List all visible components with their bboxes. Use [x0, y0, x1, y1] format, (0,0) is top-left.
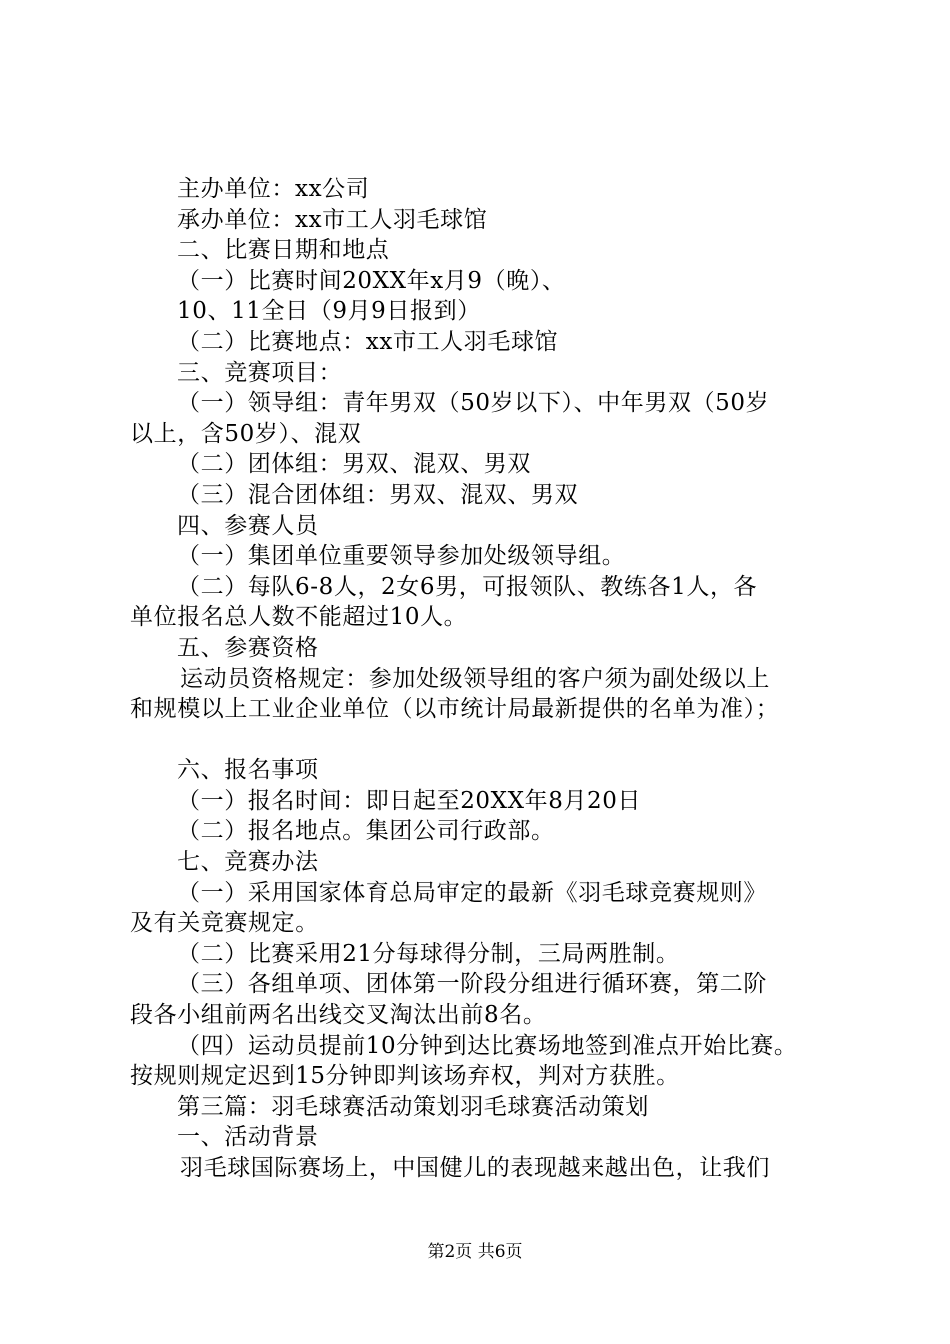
section-heading-date-venue: 二、比赛日期和地点 [177, 237, 390, 264]
section-heading-registration: 六、报名事项 [177, 757, 319, 784]
page-number-footer: 第2页 共6页 [427, 1242, 523, 1262]
section-heading-eligibility: 五、参赛资格 [177, 634, 319, 661]
text-line: 及有关竞赛规定。 [130, 910, 319, 937]
text-line: （一）报名时间：即日起至20XX年8月20日 [177, 787, 642, 814]
text-line: （一）领导组：青年男双（50岁以下）、中年男双（50岁 [177, 390, 770, 417]
text-line: （三）各组单项、团体第一阶段分组进行循环赛，第二阶 [177, 971, 767, 998]
document-body [130, 174, 840, 1184]
section-heading-participants: 四、参赛人员 [177, 512, 319, 539]
text-line: 段各小组前两名出线交叉淘汰出前8名。 [130, 1002, 547, 1029]
section-heading-background: 一、活动背景 [177, 1124, 319, 1151]
text-line: 以上，含50岁）、混双 [130, 420, 362, 447]
text-line: （二）比赛地点：xx市工人羽毛球馆 [177, 328, 559, 355]
text-line: （二）报名地点。集团公司行政部。 [177, 818, 555, 845]
text-line-co-organizer: 承办单位：xx市工人羽毛球馆 [177, 206, 488, 233]
section-heading-part-three: 第三篇：羽毛球赛活动策划羽毛球赛活动策划 [177, 1093, 649, 1120]
text-line: （一）集团单位重要领导参加处级领导组。 [177, 543, 626, 570]
text-line: （一）比赛时间20XX年x月9（晚）、 [177, 267, 566, 294]
text-line: 羽毛球国际赛场上，中国健儿的表现越来越出色，让我们 [180, 1155, 770, 1181]
text-line: 单位报名总人数不能超过10人。 [130, 604, 468, 631]
text-line: 和规模以上工业企业单位（以市统计局最新提供的名单为准）； [130, 696, 780, 723]
text-line-organizer: 主办单位：xx公司 [177, 176, 370, 202]
text-line: 10、11全日（9月9日报到） [177, 298, 481, 325]
text-line: 按规则规定迟到15分钟即判该场弃权，判对方获胜。 [130, 1063, 680, 1090]
blank-line [130, 725, 840, 756]
section-heading-events: 三、竞赛项目： [177, 359, 343, 386]
text-line: （四）运动员提前10分钟到达比赛场地签到准点开始比赛。 [177, 1032, 798, 1059]
text-line: 运动员资格规定：参加处级领导组的客户须为副处级以上 [180, 665, 770, 692]
section-heading-competition-rules: 七、竞赛办法 [177, 849, 319, 876]
text-line: （一）采用国家体育总局审定的最新《羽毛球竞赛规则》 [177, 879, 767, 906]
text-line: （三）混合团体组：男双、混双、男双 [177, 481, 579, 508]
text-line: （二）每队6-8人，2女6男，可报领队、教练各1人，各 [177, 573, 758, 600]
text-line: （二）团体组：男双、混双、男双 [177, 451, 531, 478]
text-line: （二）比赛采用21分每球得分制，三局两胜制。 [177, 940, 680, 967]
